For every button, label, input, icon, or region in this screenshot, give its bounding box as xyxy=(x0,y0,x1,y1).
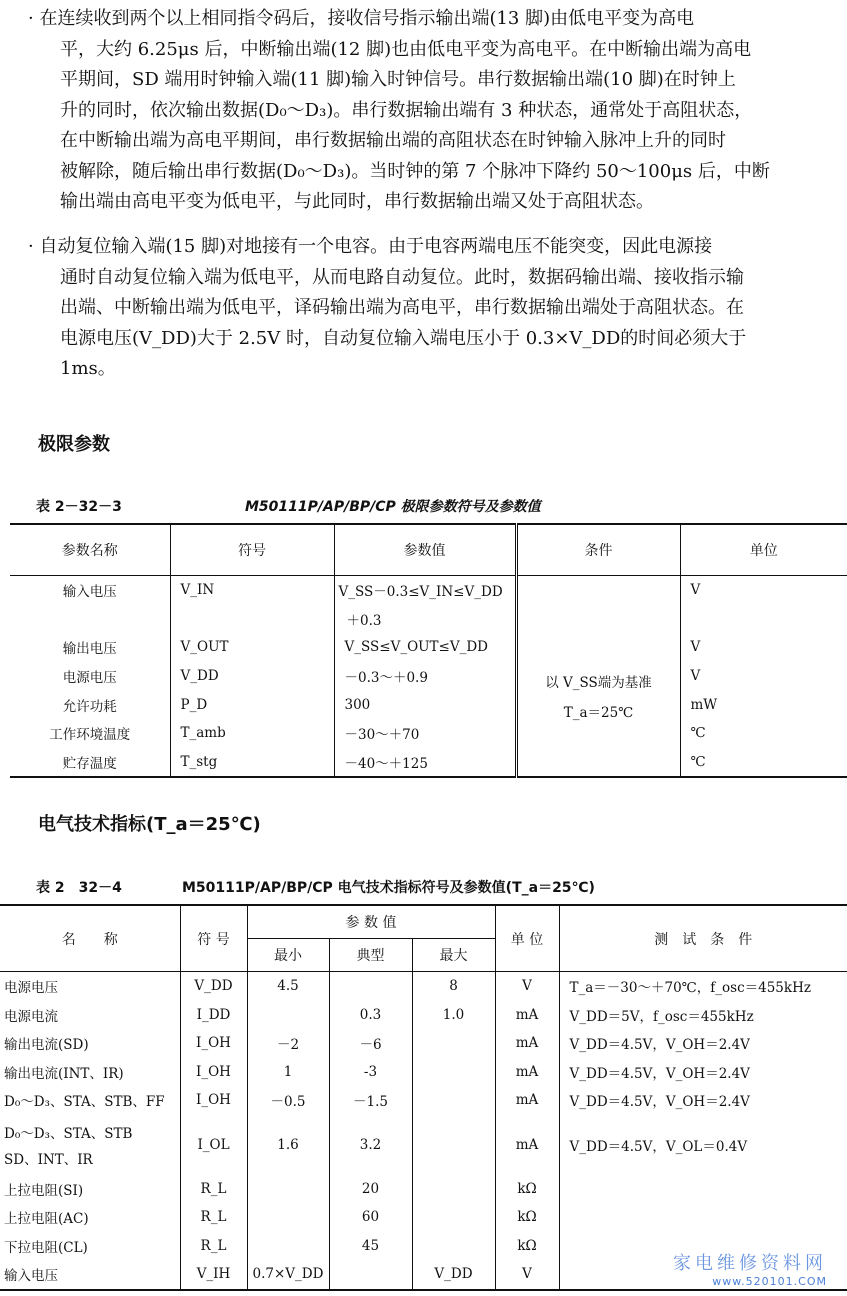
test-condition: V_DD＝4.5V，V_OL＝0.4V xyxy=(569,1138,748,1155)
param-symbol: I_OH xyxy=(180,1029,247,1058)
text-line: · 在连续收到两个以上相同指令码后，接收信号指示输出端(13 脚)由低电平变为高电 xyxy=(28,8,695,29)
param-symbol: V_IN xyxy=(170,576,334,605)
param-max: V_DD xyxy=(412,1260,495,1290)
param-name: D₀～D₃、STA、STB xyxy=(4,1125,133,1142)
param-name: 贮存温度 xyxy=(10,748,170,778)
param-name: 电源电流 xyxy=(0,1001,180,1030)
param-unit: V xyxy=(690,582,701,599)
test-condition: T_a＝－30～＋70℃，f_osc＝455kHz xyxy=(569,980,811,997)
param-unit: mA xyxy=(495,1086,559,1115)
param-unit: V xyxy=(690,639,701,656)
header-cell: 最小 xyxy=(247,939,329,972)
paragraph-auto-reset xyxy=(28,232,847,385)
table-row xyxy=(0,1029,847,1058)
param-typ xyxy=(329,1260,412,1290)
param-value: V_SS≤V_OUT≤V_DD xyxy=(334,633,516,662)
param-symbol: R_L xyxy=(180,1203,247,1232)
param-typ xyxy=(329,972,412,1001)
param-name: 工作环境温度 xyxy=(10,719,170,748)
header-cell: 单 位 xyxy=(495,905,559,972)
watermark-url: www.520101.COM xyxy=(712,1275,827,1288)
param-name: 输出电流(INT、IR) xyxy=(0,1058,180,1087)
table-header-row xyxy=(10,524,847,576)
param-min: 1.6 xyxy=(247,1115,329,1175)
param-min xyxy=(247,1001,329,1030)
param-symbol: T_stg xyxy=(170,748,334,778)
param-unit xyxy=(680,605,847,634)
param-name: 电源电压 xyxy=(0,972,180,1001)
header-cell: 符 号 xyxy=(180,905,247,972)
param-value: V_SS－0.3≤V_IN≤V_DD xyxy=(334,576,516,605)
param-name-cell xyxy=(0,1115,180,1175)
param-symbol xyxy=(170,605,334,634)
table-row xyxy=(10,719,847,748)
text-line: 被解除，随后输出串行数据(D₀～D₃)。当时钟的第 7 个脉冲下降约 50～100μs 后，中断 xyxy=(60,160,770,182)
header-cell: 条件 xyxy=(516,524,680,576)
table-number: 表 2 32－4 xyxy=(36,880,122,896)
table-header-row xyxy=(0,905,847,939)
test-condition xyxy=(559,1203,847,1232)
param-name: 下拉电阻(CL) xyxy=(0,1232,180,1261)
table-title: M50111P/AP/BP/CP 电气技术指标符号及参数值(T_a＝25℃) xyxy=(182,880,595,896)
param-name: 电源电压 xyxy=(10,662,170,691)
header-cell: 单位 xyxy=(680,524,847,576)
param-symbol: I_OH xyxy=(180,1086,247,1115)
param-name: 输入电压 xyxy=(10,576,170,605)
param-symbol: V_IH xyxy=(180,1260,247,1290)
limits-table xyxy=(10,523,847,778)
header-cell: 名 称 xyxy=(0,905,180,972)
param-unit: kΩ xyxy=(495,1175,559,1204)
param-value: －40～＋125 xyxy=(334,748,516,778)
test-condition: V_DD＝4.5V，V_OH＝2.4V xyxy=(569,1065,750,1082)
header-cell: 符号 xyxy=(170,524,334,576)
table-row xyxy=(10,662,847,691)
table-row xyxy=(10,633,847,662)
param-unit: mA xyxy=(495,1058,559,1087)
param-min xyxy=(247,1232,329,1261)
param-min: 0.7×V_DD xyxy=(247,1260,329,1290)
header-cell: 典型 xyxy=(329,939,412,972)
param-min xyxy=(247,1175,329,1204)
param-min xyxy=(247,1203,329,1232)
param-max: 1.0 xyxy=(412,1001,495,1030)
header-cell: 测 试 条 件 xyxy=(559,905,847,972)
text-line: 电源电压(V_DD)大于 2.5V 时，自动复位输入端电压小于 0.3×V_DD的时间必须大于 xyxy=(60,327,747,349)
param-symbol: P_D xyxy=(170,690,334,719)
watermark-name: 家电维修资料网 xyxy=(673,1253,827,1274)
paragraph-serial-output xyxy=(28,4,847,218)
param-max xyxy=(412,1029,495,1058)
section-heading-electrical: 电气技术指标(T_a＝25℃) xyxy=(38,814,261,835)
param-typ: 60 xyxy=(329,1203,412,1232)
param-typ: 20 xyxy=(329,1175,412,1204)
table-row xyxy=(0,1203,847,1232)
test-condition: V_DD＝4.5V，V_OH＝2.4V xyxy=(569,1037,750,1054)
param-value: －0.3～＋0.9 xyxy=(334,662,516,691)
test-condition: V_DD＝5V，f_osc＝455kHz xyxy=(569,1008,754,1025)
table-row xyxy=(0,1086,847,1115)
param-value: 300 xyxy=(334,690,516,719)
param-min: 4.5 xyxy=(247,972,329,1001)
text-line: 平期间，SD 端用时钟输入端(11 脚)输入时钟信号。串行数据输出端(10 脚)在时钟上 xyxy=(60,69,736,90)
param-symbol: I_DD xyxy=(180,1001,247,1030)
param-typ: －1.5 xyxy=(329,1086,412,1115)
table-title: M50111P/AP/BP/CP 极限参数符号及参数值 xyxy=(245,499,541,515)
table-row xyxy=(0,1115,847,1175)
param-name: 允许功耗 xyxy=(10,690,170,719)
text-line: 平，大约 6.25μs 后，中断输出端(12 脚)也由低电平变为高电平。在中断输出端为高电 xyxy=(60,38,752,60)
param-min: －2 xyxy=(247,1029,329,1058)
param-max xyxy=(412,1058,495,1087)
param-unit: ℃ xyxy=(690,753,706,770)
header-cell: 参数值 xyxy=(334,524,516,576)
param-typ: 0.3 xyxy=(329,1001,412,1030)
param-unit: kΩ xyxy=(495,1203,559,1232)
param-min: 1 xyxy=(247,1058,329,1087)
text-line: · 自动复位输入端(15 脚)对地接有一个电容。由于电容两端电压不能突变，因此电源接 xyxy=(28,236,713,257)
param-unit: mA xyxy=(495,1115,559,1175)
table-row xyxy=(0,1001,847,1030)
param-symbol: V_OUT xyxy=(170,633,334,662)
param-symbol: V_DD xyxy=(180,972,247,1001)
param-max xyxy=(412,1175,495,1204)
param-typ: 3.2 xyxy=(329,1115,412,1175)
text-line: 出端、中断输出端为低电平，译码输出端为高电平，串行数据输出端处于高阻状态。在 xyxy=(60,297,744,318)
param-symbol: I_OL xyxy=(180,1115,247,1175)
table-number: 表 2－32－3 xyxy=(36,499,122,515)
condition-line: 以 V_SS端为基准 xyxy=(545,675,652,692)
param-max xyxy=(412,1086,495,1115)
param-name: 输入电压 xyxy=(0,1260,180,1290)
section-heading-limits: 极限参数 xyxy=(38,434,110,455)
table-row xyxy=(10,690,847,719)
param-value: －30～＋70 xyxy=(334,719,516,748)
param-symbol: R_L xyxy=(180,1232,247,1261)
param-value: ＋0.3 xyxy=(334,605,516,634)
condition-line: T_a＝25℃ xyxy=(563,705,634,722)
param-name: 输出电流(SD) xyxy=(0,1029,180,1058)
test-condition xyxy=(559,1175,847,1204)
param-max xyxy=(412,1203,495,1232)
param-max xyxy=(412,1115,495,1175)
param-symbol: I_OH xyxy=(180,1058,247,1087)
header-cell: 参数名称 xyxy=(10,524,170,576)
param-unit: V xyxy=(495,1260,559,1290)
table-row xyxy=(0,1175,847,1204)
text-line: 升的同时，依次输出数据(D₀～D₃)。串行数据输出端有 3 种状态，通常处于高阻状态， xyxy=(60,99,753,121)
param-symbol: T_amb xyxy=(170,719,334,748)
table-row xyxy=(10,748,847,778)
param-name xyxy=(10,605,170,634)
electrical-table xyxy=(0,904,847,1291)
param-unit: V xyxy=(495,972,559,1001)
table-row xyxy=(0,1058,847,1087)
param-unit: mA xyxy=(495,1001,559,1030)
test-condition: V_DD＝4.5V，V_OH＝2.4V xyxy=(569,1094,750,1111)
param-name: 输出电压 xyxy=(10,633,170,662)
param-name: 上拉电阻(SI) xyxy=(0,1175,180,1204)
param-symbol: V_DD xyxy=(170,662,334,691)
param-min: －0.5 xyxy=(247,1086,329,1115)
param-unit: mW xyxy=(690,696,718,713)
table-row xyxy=(10,576,847,605)
site-watermark xyxy=(673,1249,827,1288)
condition-cell xyxy=(516,576,680,778)
param-max: 8 xyxy=(412,972,495,1001)
text-line: 1ms。 xyxy=(60,358,116,379)
header-cell: 参 数 值 xyxy=(247,905,495,939)
param-name: D₀～D₃、STA、STB、FF xyxy=(0,1086,180,1115)
table-row xyxy=(10,605,847,634)
header-cell: 最大 xyxy=(412,939,495,972)
text-line: 输出端由高电平变为低电平，与此同时，串行数据输出端又处于高阻状态。 xyxy=(60,191,654,212)
text-line: 在中断输出端为高电平期间，串行数据输出端的高阻状态在时钟输入脉冲上升的同时 xyxy=(60,130,726,151)
param-typ: －6 xyxy=(329,1029,412,1058)
param-max xyxy=(412,1232,495,1261)
param-name: 上拉电阻(AC) xyxy=(0,1203,180,1232)
text-line: 通时自动复位输入端为低电平，从而电路自动复位。此时，数据码输出端、接收指示输 xyxy=(60,266,744,288)
param-name-line2: SD、INT、IR xyxy=(4,1151,93,1168)
param-typ: -3 xyxy=(329,1058,412,1087)
param-unit: mA xyxy=(495,1029,559,1058)
param-unit: kΩ xyxy=(495,1232,559,1261)
param-unit: V xyxy=(690,668,701,685)
param-typ: 45 xyxy=(329,1232,412,1261)
param-symbol: R_L xyxy=(180,1175,247,1204)
param-unit: ℃ xyxy=(690,725,706,742)
table-row xyxy=(0,972,847,1001)
